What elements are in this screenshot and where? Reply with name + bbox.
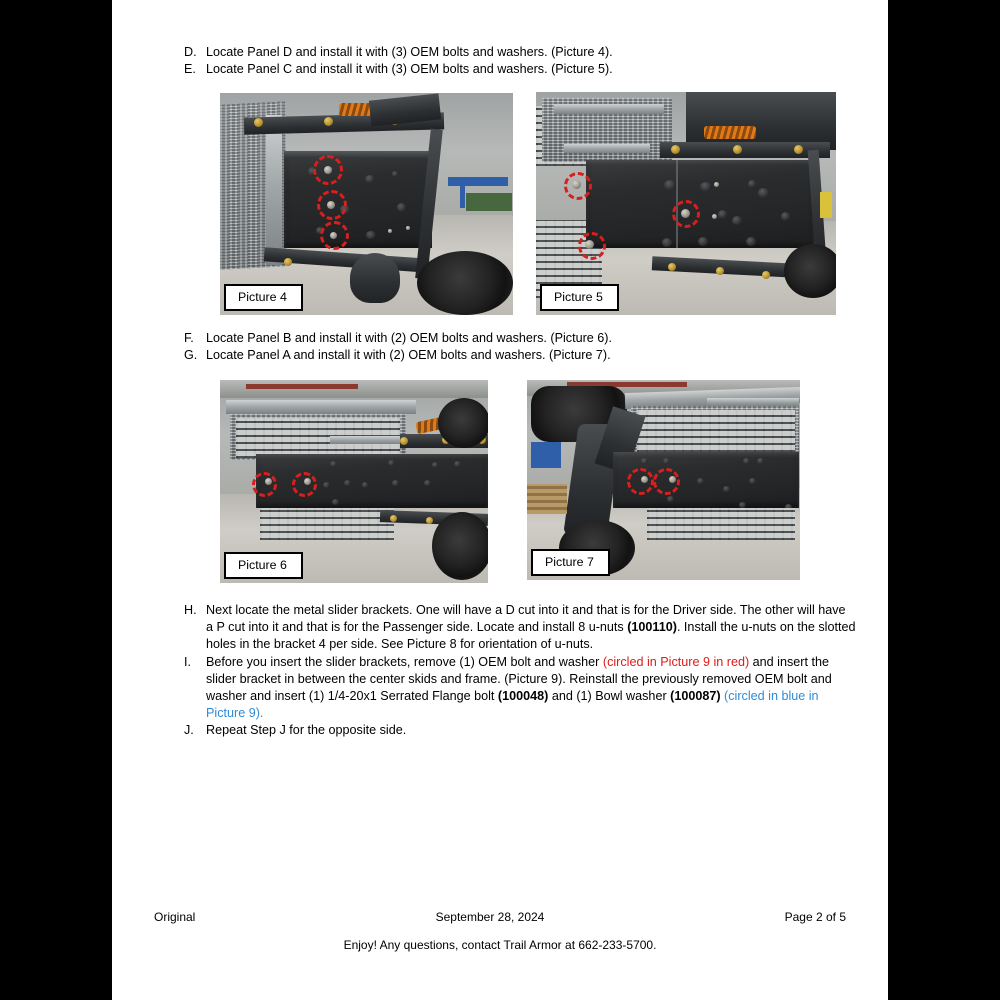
bolt-gold-3 bbox=[794, 145, 803, 154]
part-number-flange-bolt: (100048) bbox=[497, 689, 549, 704]
shop-equipment bbox=[466, 193, 512, 211]
bolt-gold-5 bbox=[426, 517, 433, 524]
panel-hole-8 bbox=[662, 238, 672, 247]
instruction-letter-f: F. bbox=[184, 331, 194, 345]
panel-hole-7 bbox=[781, 212, 790, 221]
instruction-list-hij bbox=[184, 602, 856, 740]
body-sill-rail bbox=[226, 400, 416, 414]
frame-crossmember bbox=[660, 142, 830, 158]
annotation-circle-1 bbox=[313, 155, 343, 185]
bolt-gold-1 bbox=[400, 437, 408, 445]
panel-hole-2 bbox=[700, 182, 712, 191]
figure-picture-7 bbox=[527, 380, 800, 580]
panel-hole-10 bbox=[432, 462, 438, 468]
panel-hole-2 bbox=[323, 482, 330, 488]
panel-hole-4 bbox=[362, 482, 368, 488]
bolt-gold-5 bbox=[284, 258, 292, 266]
instruction-text-d: Locate Panel D and install it with (3) OEM bolts and washers. (Picture 4). bbox=[206, 45, 613, 59]
page-footer bbox=[154, 910, 846, 924]
red-note-picture-9: (circled in Picture 9 in red) bbox=[602, 654, 750, 669]
panel-hole-7 bbox=[743, 458, 750, 464]
shop-equipment bbox=[531, 442, 561, 468]
instruction-text-g: Locate Panel A and install it with (2) OEM bolts and washers. (Picture 7). bbox=[206, 348, 611, 363]
instruction-item-i bbox=[184, 654, 856, 723]
panel-hole-6 bbox=[732, 216, 742, 225]
instruction-letter-e: E. bbox=[184, 62, 196, 77]
annotation-circle-1 bbox=[627, 468, 654, 495]
bolt-gold-1 bbox=[671, 145, 680, 154]
instruction-i-part1: Before you insert the slider brackets, remove (1) OEM bolt and washer bbox=[206, 654, 603, 669]
annotation-circle-2 bbox=[292, 472, 317, 497]
instruction-text-f: Locate Panel B and install it with (2) OEM bolts and washers. (Picture 6). bbox=[206, 331, 612, 345]
frame-rail-top bbox=[554, 104, 664, 114]
instruction-h-part2: . Install the u-nuts on the slotted holes in the bracket 4 per side. See Picture 8 for orientation of u-nuts. bbox=[206, 620, 856, 652]
instruction-text-j: Repeat Step J for the opposite side. bbox=[206, 723, 407, 738]
chassis-grate-lower bbox=[647, 508, 795, 540]
frame-rail-mid bbox=[330, 436, 402, 444]
panel-hole-9 bbox=[454, 461, 461, 467]
panel-hole-12 bbox=[712, 214, 717, 219]
panel-hole-5 bbox=[397, 203, 406, 212]
tire-rear bbox=[417, 251, 513, 315]
ceiling-beam bbox=[246, 384, 358, 389]
instruction-letter-g: G. bbox=[184, 348, 198, 363]
figure-caption-picture-7: Picture 7 bbox=[531, 549, 610, 576]
panel-hole-5 bbox=[718, 210, 727, 219]
annotation-circle-1 bbox=[252, 472, 277, 497]
annotation-circle-3 bbox=[320, 221, 349, 250]
instruction-list-fg bbox=[184, 330, 824, 364]
instruction-letter-d: D. bbox=[184, 45, 197, 59]
tire-upper bbox=[438, 398, 488, 448]
instruction-item-e bbox=[184, 61, 824, 78]
instruction-text-i bbox=[206, 654, 856, 723]
panel-hole-9 bbox=[698, 237, 708, 246]
skid-panel-d-top-edge bbox=[284, 151, 432, 158]
panel-hole-4 bbox=[697, 478, 704, 484]
panel-hole-11 bbox=[714, 182, 719, 187]
instruction-text-e: Locate Panel C and install it with (3) OEM bolts and washers. (Picture 5). bbox=[206, 62, 613, 77]
document-page bbox=[112, 0, 888, 1000]
bolt-gold-1 bbox=[254, 118, 263, 127]
bolt-gold-6 bbox=[762, 271, 770, 279]
panel-hole-10 bbox=[746, 237, 756, 246]
instruction-item-d bbox=[184, 44, 824, 61]
skid-panel-c bbox=[586, 160, 814, 248]
annotation-circle-2 bbox=[672, 200, 700, 228]
bolt-gold-5 bbox=[716, 267, 724, 275]
instruction-i-part2: and insert the slider bracket in between the center skids and frame. (Picture 9). Reinstall the previously removed OEM bolt and washer and insert (1) 1/4-20x1 Serrated Flange bolt bbox=[206, 654, 832, 704]
panel-hole-7 bbox=[392, 480, 399, 486]
annotation-circle-3 bbox=[578, 232, 606, 260]
bolt-gold-4 bbox=[668, 263, 676, 271]
tire-rear bbox=[784, 244, 836, 298]
footer-right: Page 2 of 5 bbox=[784, 910, 846, 924]
instruction-item-f bbox=[184, 330, 824, 347]
footer-tagline: Enjoy! Any questions, contact Trail Armor at 662-233-5700. bbox=[343, 938, 657, 952]
panel-hole-3 bbox=[344, 480, 351, 486]
picture-4-scene bbox=[220, 93, 513, 315]
picture-5-scene bbox=[536, 92, 836, 315]
part-number-u-nuts: (100110) bbox=[627, 620, 677, 635]
instruction-i-part3: and (1) Bowl washer bbox=[548, 689, 671, 704]
instruction-h-part1: Next locate the metal slider brackets. One will have a D cut into it and that is for the Driver side. The other will have a P cut into it and that is for the Passenger side. Locate and install 8 u-nuts bbox=[206, 603, 846, 635]
shop-rack-1 bbox=[448, 177, 508, 186]
figure-caption-picture-4: Picture 4 bbox=[224, 284, 303, 311]
instruction-item-j bbox=[184, 722, 856, 739]
bolt-gold-2 bbox=[733, 145, 742, 154]
shop-rack-leg bbox=[460, 186, 465, 208]
panel-hole-3 bbox=[392, 171, 398, 177]
blue-note-picture-9: (circled in blue in Picture 9). bbox=[206, 689, 819, 721]
figure-caption-picture-6: Picture 6 bbox=[224, 552, 303, 579]
panel-hole-4 bbox=[758, 188, 769, 198]
panel-hole-3 bbox=[748, 180, 756, 188]
panel-hole-3 bbox=[667, 496, 674, 502]
instruction-item-g bbox=[184, 347, 824, 364]
instruction-list-de bbox=[184, 44, 824, 78]
instruction-letter-j: J. bbox=[184, 723, 194, 738]
frame-rail-left bbox=[266, 115, 282, 265]
figure-picture-4 bbox=[220, 93, 513, 315]
shop-marker bbox=[820, 192, 832, 218]
figure-caption-picture-5: Picture 5 bbox=[540, 284, 619, 311]
instruction-item-h bbox=[184, 602, 856, 654]
tire-rear bbox=[432, 512, 488, 580]
shop-pallet bbox=[527, 484, 567, 514]
panel-hole-6 bbox=[366, 231, 376, 239]
bolt-gold-4 bbox=[390, 515, 397, 522]
panel-hole-5 bbox=[332, 499, 339, 505]
panel-hole-8 bbox=[388, 229, 392, 233]
instruction-text-h bbox=[206, 602, 856, 654]
annotation-circle-1 bbox=[564, 172, 592, 200]
annotation-circle-2 bbox=[317, 190, 347, 220]
figure-picture-6 bbox=[220, 380, 488, 583]
frame-rail-mid bbox=[564, 144, 650, 153]
panel-hole-8 bbox=[757, 458, 764, 464]
hub-assembly bbox=[350, 253, 400, 303]
panel-hole-8 bbox=[424, 480, 431, 486]
instruction-letter-h: H. bbox=[184, 603, 197, 617]
panel-hole-5 bbox=[723, 486, 730, 492]
panel-hole-1 bbox=[330, 461, 337, 467]
footer-left: Original bbox=[154, 910, 196, 924]
chassis-grate-upper bbox=[637, 410, 795, 452]
panel-hole-6 bbox=[388, 460, 395, 466]
panel-hole-2 bbox=[365, 175, 375, 183]
panel-hole-9 bbox=[406, 226, 410, 230]
panel-hole-2 bbox=[663, 458, 670, 464]
part-number-bowl-washer: (100087) bbox=[670, 689, 721, 704]
panel-hole-1 bbox=[664, 180, 676, 190]
shock-spring bbox=[704, 126, 756, 139]
footer-center: September 28, 2024 bbox=[435, 910, 545, 924]
skid-panel-d bbox=[284, 151, 432, 248]
panel-hole-6 bbox=[749, 478, 756, 484]
chassis-grate-lower bbox=[260, 508, 394, 540]
panel-hole-1 bbox=[641, 458, 648, 464]
frame-rail-mid bbox=[707, 398, 799, 406]
figure-picture-5 bbox=[536, 92, 836, 315]
annotation-circle-2 bbox=[653, 468, 680, 495]
instruction-letter-i: I. bbox=[184, 654, 191, 669]
ceiling-band bbox=[220, 380, 488, 398]
bolt-gold-2 bbox=[324, 117, 333, 126]
